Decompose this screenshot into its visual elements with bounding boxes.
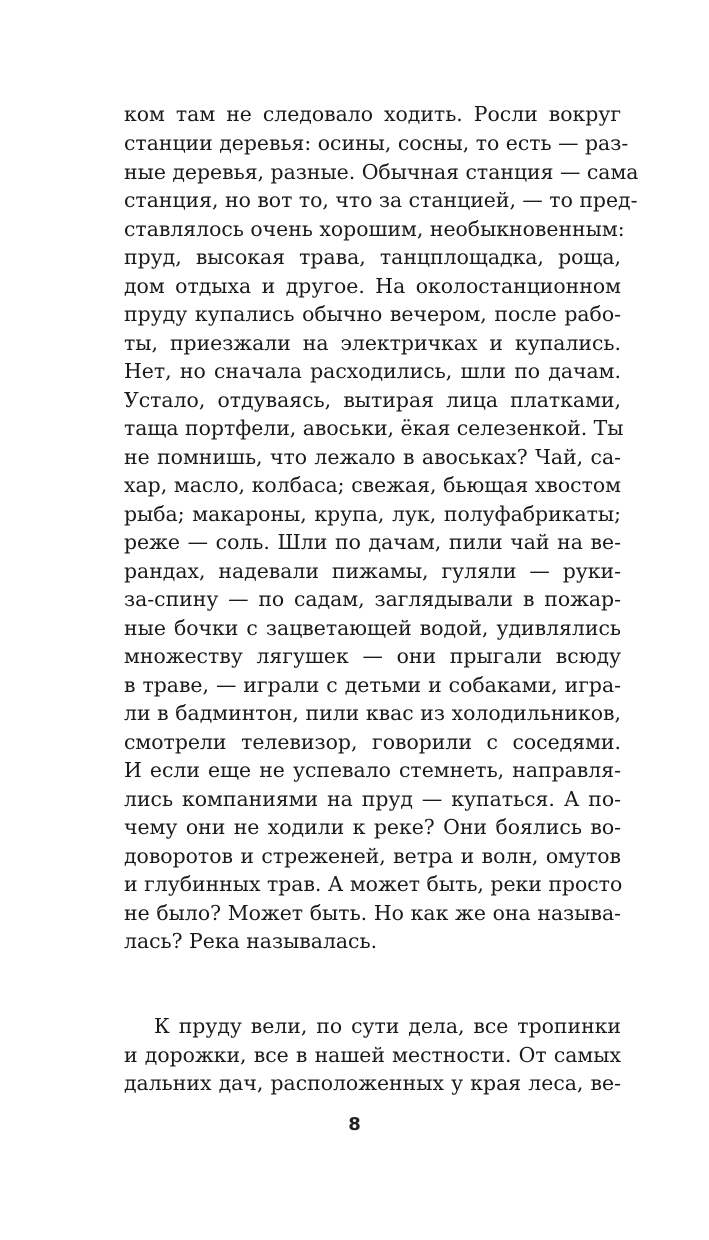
text-line: хар, масло, колбаса; свежая, бьющая хвостом — [124, 473, 621, 497]
text-line: в траве, — играли с детьми и собаками, игра- — [124, 673, 621, 697]
text-line: лись компаниями на пруд — купаться. А по- — [124, 787, 621, 811]
text-line: Устало, отдуваясь, вытирая лица платками, — [124, 388, 621, 412]
text-line: ком там не следовало ходить. Росли вокруг — [124, 102, 621, 126]
text-line: станции деревья: осины, сосны, то есть — раз- — [124, 131, 629, 155]
text-line: дальних дач, расположенных у края леса, ве- — [124, 1071, 621, 1095]
text-line: ные деревья, разные. Обычная станция — сама — [124, 160, 639, 184]
text-line: не помнишь, что лежало в авоськах? Чай, са- — [124, 445, 621, 469]
text-line: ли в бадминтон, пили квас из холодильников, — [124, 701, 621, 725]
text-line: и дорожки, все в нашей местности. От самых — [124, 1043, 621, 1067]
text-line: пруд, высокая трава, танцплощадка, роща, — [124, 245, 621, 269]
text-line: рыба; макароны, крупа, лук, полуфабрикаты; — [124, 502, 621, 526]
text-line: станция, но вот то, что за станцией, — то пред- — [124, 188, 638, 212]
text-line: пруду купались обычно вечером, после рабо- — [124, 302, 621, 326]
text-line: ты, приезжали на электричках и купались. — [124, 331, 621, 355]
text-line: ные бочки с зацветающей водой, удивлялись — [124, 616, 621, 640]
text-line: за-спину — по садам, заглядывали в пожар- — [124, 587, 621, 611]
text-line: лась? Река называлась. — [124, 929, 378, 953]
text-line: реже — соль. Шли по дачам, пили чай на ве- — [124, 530, 621, 554]
text-line: Нет, но сначала расходились, шли по дачам. — [124, 359, 621, 383]
text-line: чему они не ходили к реке? Они боялись во- — [124, 815, 621, 839]
text-line: рандах, надевали пижамы, гуляли — руки- — [124, 559, 621, 583]
text-line: и глубинных трав. А может быть, реки просто — [124, 872, 623, 896]
text-line: смотрели телевизор, говорили с соседями. — [124, 730, 621, 754]
text-line: ставлялось очень хорошим, необыкновенным: — [124, 217, 625, 241]
text-line: множеству лягушек — они прыгали всюду — [124, 644, 621, 668]
text-line: К пруду вели, по сути дела, все тропинки — [154, 1014, 621, 1038]
text-line: И если еще не успевало стемнеть, направля- — [124, 758, 621, 782]
text-line: дом отдыха и другое. На околостанционном — [124, 274, 621, 298]
text-line: не было? Может быть. Но как же она называ- — [124, 901, 621, 925]
text-line: доворотов и стреженей, ветра и волн, омутов — [124, 844, 621, 868]
page-number: 8 — [348, 1114, 361, 1135]
text-line: таща портфели, авоськи, ёкая селезенкой. Ты — [124, 416, 624, 440]
